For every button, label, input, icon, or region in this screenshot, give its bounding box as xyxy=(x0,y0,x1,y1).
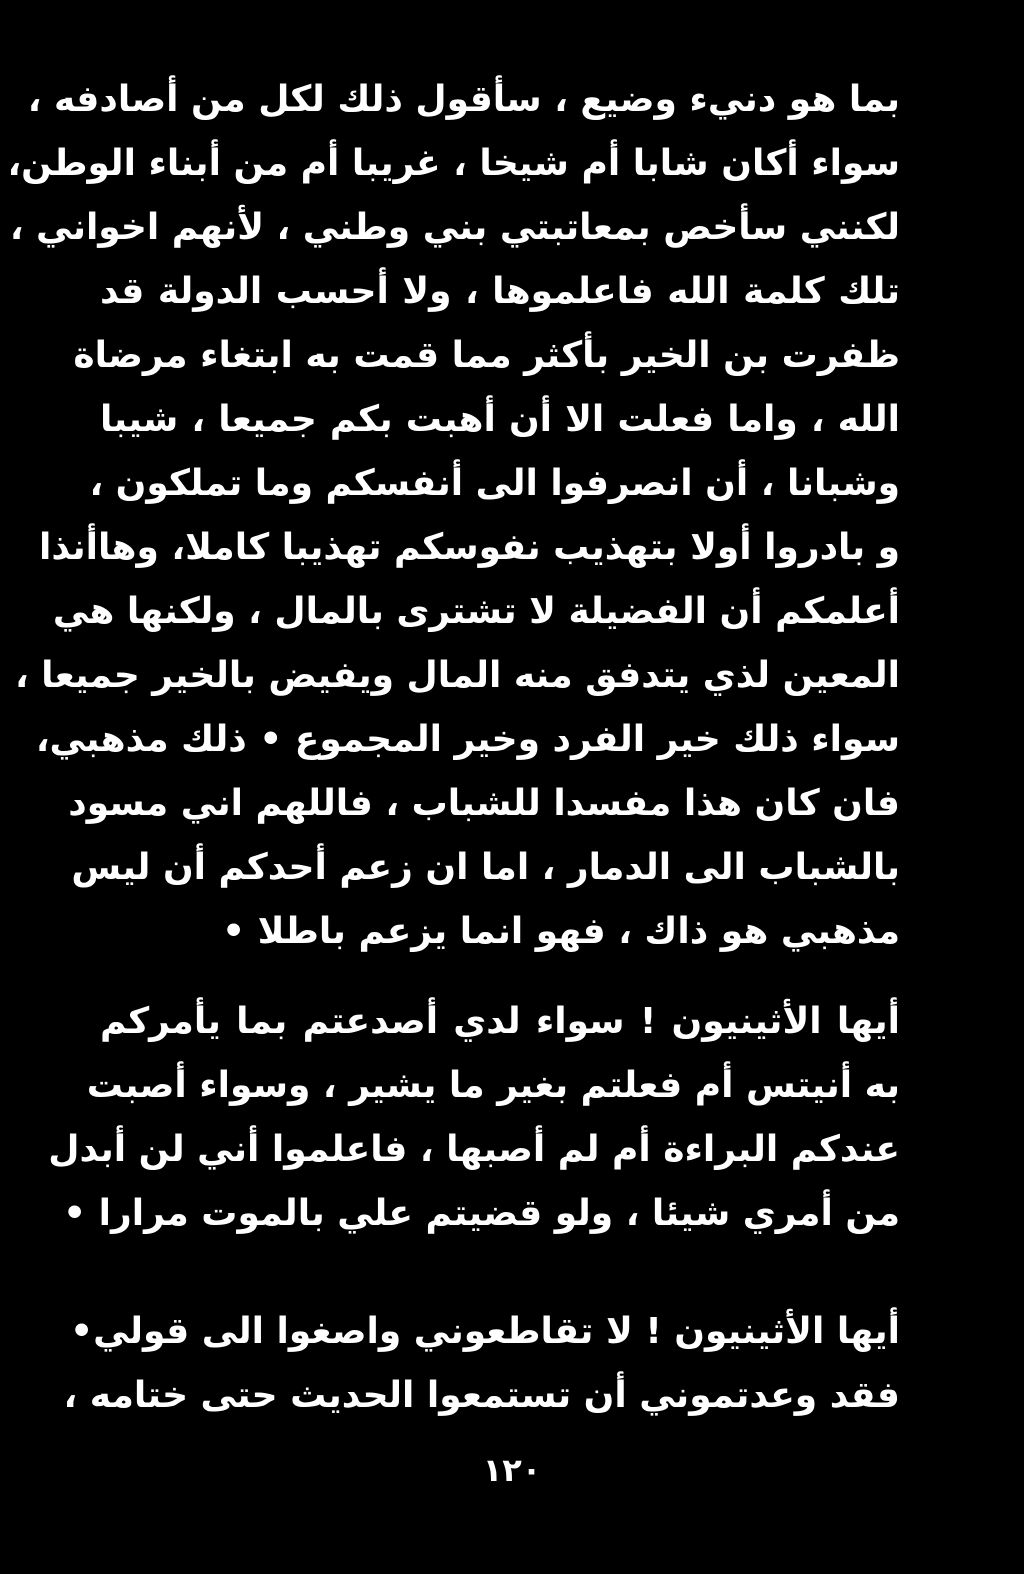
text-line: عندكم البراءة أم لم أصبها ، فاعلموا أني لن أبدل xyxy=(48,1129,900,1170)
paragraph-1 xyxy=(7,68,900,964)
text-line: أعلمكم أن الفضيلة لا تشترى بالمال ، ولكنها هي xyxy=(52,591,900,632)
text-line: بما هو دنيء وضيع ، سأقول ذلك لكل من أصادفه ، xyxy=(27,79,900,120)
text-line: بالشباب الى الدمار ، اما ان زعم أحدكم أن ليس xyxy=(71,847,900,888)
text-line: أيها الأثينيون ! لا تقاطعوني واصغوا الى قولي• xyxy=(70,1311,900,1352)
text-line: سواء أكان شابا أم شيخا ، غريبا أم من أبناء الوطن، xyxy=(7,143,900,184)
text-line: به أنيتس أم فعلتم بغير ما يشير ، وسواء أصبت xyxy=(86,1065,900,1106)
text-line: وشبانا ، أن انصرفوا الى أنفسكم وما تملكون ، xyxy=(89,463,900,504)
page-number: ١٢٠ xyxy=(482,1451,542,1489)
paragraph-2 xyxy=(48,990,900,1246)
paragraph-3 xyxy=(63,1300,900,1428)
text-line: مذهبي هو ذاك ، فهو انما يزعم باطلا • xyxy=(222,911,900,952)
text-line: تلك كلمة الله فاعلموها ، ولا أحسب الدولة قد xyxy=(100,271,900,312)
text-line: سواء ذلك خير الفرد وخير المجموع • ذلك مذهبي، xyxy=(35,719,900,760)
text-line: فان كان هذا مفسدا للشباب ، فاللهم اني مسود xyxy=(68,783,900,824)
text-line: أيها الأثينيون ! سواء لدي أصدعتم بما يأمركم xyxy=(100,1001,900,1042)
text-line: المعين لذي يتدفق منه المال ويفيض بالخير جميعا ، xyxy=(14,655,900,696)
text-line: لكنني سأخص بمعاتبتي بني وطني ، لأنهم اخواني ، xyxy=(9,207,900,248)
text-line: فقد وعدتموني أن تستمعوا الحديث حتى ختامه ، xyxy=(63,1375,900,1416)
text-line: الله ، واما فعلت الا أن أهبت بكم جميعا ، شيبا xyxy=(100,399,900,440)
text-line: ظفرت بن الخير بأكثر مما قمت به ابتغاء مرضاة xyxy=(73,335,900,376)
text-line: من أمري شيئا ، ولو قضيتم علي بالموت مرارا • xyxy=(63,1193,900,1234)
text-line: و بادروا أولا بتهذيب نفوسكم تهذيبا كاملا، وهاأنذا xyxy=(39,527,900,568)
